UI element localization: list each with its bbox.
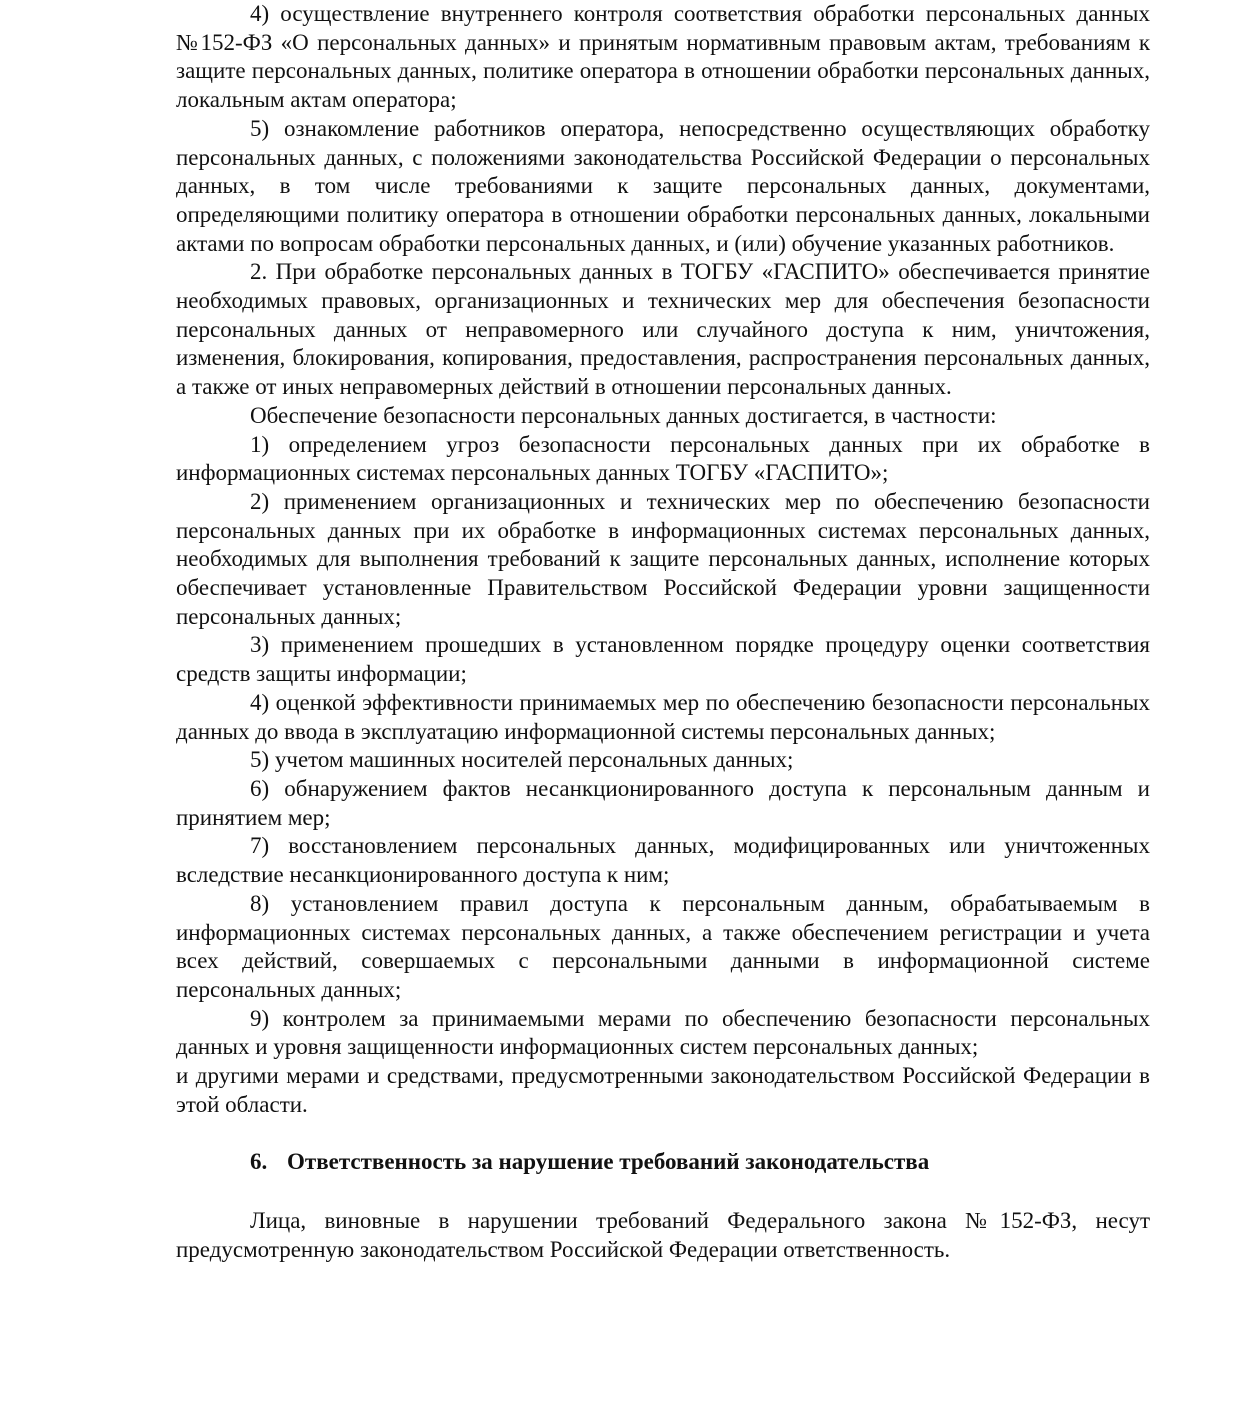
section-title: Ответственность за нарушение требований законодательства bbox=[287, 1149, 930, 1175]
section-heading bbox=[176, 1119, 1150, 1177]
paragraph-item-4-internal-control: 4) осуществление внутреннего контроля соответствия обработки персональных данных №152-ФЗ «О персональных данных» и принятым нормативным правовым актам, требованиям к защите персональных данных, политике оператора в отношении обработки персональных данных, локальным актам оператора; bbox=[176, 1, 1150, 113]
paragraph-measure-9: 9) контролем за принимаемыми мерами по обеспечению безопасности персональных данных и уровня защищенности информационных систем персональных данных; bbox=[176, 1005, 1150, 1060]
paragraph-measure-4: 4) оценкой эффективности принимаемых мер по обеспечению безопасности персональных данных до ввода в эксплуатацию информационной системы персональных данных; bbox=[176, 689, 1150, 744]
paragraph-measure-1: 1) определением угроз безопасности персональных данных при их обработке в информационных системах персональных данных ТОГБУ «ГАСПИТО»; bbox=[176, 431, 1150, 486]
paragraph-measure-3: 3) применением прошедших в установленном порядке процедуру оценки соответствия средств защиты информации; bbox=[176, 632, 1150, 687]
paragraph-measure-8: 8) установлением правил доступа к персональным данным, обрабатываемым в информационных системах персональных данных, а также обеспечением регистрации и учета всех действий, совершаемых с персональными данными в информационной системе персональных данных; bbox=[176, 890, 1150, 1002]
section-number: 6. bbox=[250, 1149, 268, 1175]
paragraph-measure-2: 2) применением организационных и технических мер по обеспечению безопасности персональных данных при их обработке в информационных системах персональных данных, необходимых для выполнения требований к защите персональных данных, исполнение которых обеспечивает установленные Правительством Российской Федерации уровни защищенности персональных данных; bbox=[176, 488, 1150, 629]
paragraph-measure-5: 5) учетом машинных носителей персональных данных; bbox=[250, 747, 794, 773]
paragraph-measure-7: 7) восстановлением персональных данных, модифицированных или уничтоженных вследствие несанкционированного доступа к ним; bbox=[176, 833, 1150, 888]
document-page bbox=[176, 0, 1150, 1265]
paragraph-security-intro: Обеспечение безопасности персональных данных достигается, в частности: bbox=[250, 402, 997, 428]
paragraph-closing: и другими мерами и средствами, предусмотренными законодательством Российской Федерации в этой области. bbox=[176, 1063, 1150, 1117]
paragraph-clause-2: 2. При обработке персональных данных в ТОГБУ «ГАСПИТО» обеспечивается принятие необходимых правовых, организационных и технических мер для обеспечения безопасности персональных данных от неправомерного или случайного доступа к ним, уничтожения, изменения, блокирования, копирования, предоставления, распространения персональных данных, а также от иных неправомерных действий в отношении персональных данных. bbox=[176, 259, 1150, 400]
paragraph-measure-6: 6) обнаружением фактов несанкционированного доступа к персональным данным и принятием мер; bbox=[176, 775, 1150, 830]
paragraph-item-5-staff-familiarization: 5) ознакомление работников оператора, непосредственно осуществляющих обработку персональных данных, с положениями законодательства Российской Федерации о персональных данных, в том числе требованиями к защите персональных данных, документами, определяющими политику оператора в отношении обработки персональных данных, локальными актами по вопросам обработки персональных данных, и (или) обучение указанных работников. bbox=[176, 115, 1150, 256]
paragraph-liability: Лица, виновные в нарушении требований Федерального закона №152-ФЗ, несут предусмотренную законодательством Российской Федерации ответственность. bbox=[176, 1208, 1150, 1262]
